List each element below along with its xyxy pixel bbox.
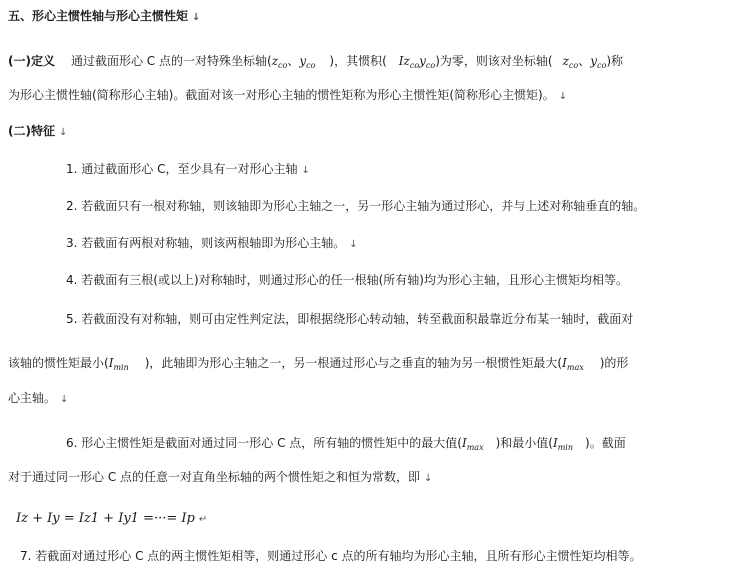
formula: Iz + Iy = Iz1 + Iy1 =···= Ip ↵ [16,511,208,526]
feature-item-4: 4. 若截面有三根(或以上)对称轴时，则通过形心的任一根轴(所有轴)均为形心主轴，且形心主惯矩均相等。 [66,273,628,287]
feature-item-2: 2. 若截面只有一根对称轴，则该轴即为形心主轴之一，另一形心主轴为通过形心，并与上述对称轴垂直的轴。 [66,199,646,213]
section-heading [8,7,200,27]
definition-line-2: 为形心主惯性轴(简称形心主轴)。截面对该一对形心主轴的惯性矩称为形心主惯性矩(简称形心主惯矩)。 ↓ [8,88,568,102]
feature-item-5-line-1: 5. 若截面没有对称轴，则可由定性判定法，即根据绕形心转动轴，转至截面积最靠近分布某一轴时，截面对 [66,312,634,326]
feature-item-1: 1. 通过截面形心 C，至少具有一对形心主轴 ↓ [66,162,310,176]
definition-line-1: (一)定义 通过截面形心 C 点的一对特殊坐标轴($z_{co}$、$y_{co}$ )，其惯积( $Iz_{co}y_{co}$)为零，则该对坐标轴( $z_{co}$、$y_{co}$)称 [8,54,623,70]
features-label: (二)特征 [8,124,55,138]
feature-item-5-line-3: 心主轴。 ↓ [8,391,69,405]
feature-item-3: 3. 若截面有两根对称轴，则该两根轴即为形心主轴。 ↓ [66,236,358,250]
feature-item-6-line-2: 对于通过同一形心 C 点的任意一对直角坐标轴的两个惯性矩之和恒为常数，即 ↓ [8,470,433,484]
features-heading: (二)特征 ↓ [8,124,68,138]
feature-item-5-line-2: 该轴的惯性矩最小($I_{min}$ )，此轴即为形心主轴之一，另一根通过形心与之垂直的轴为另一根惯性矩最大($I_{max}$ )的形 [8,356,629,372]
heading-text: 五、形心主惯性轴与形心主惯性矩 [8,9,189,23]
definition-label: (一)定义 [8,54,55,68]
feature-item-6-line-1: 6. 形心主惯性矩是截面对通过同一形心 C 点，所有轴的惯性矩中的最大值($I_{max}$ )和最小值($I_{min}$ )。截面 [66,436,626,452]
feature-item-7: 7. 若截面对通过形心 C 点的两主惯性矩相等，则通过形心 c 点的所有轴均为形心主轴，且所有形心主惯性矩均相等。 [20,549,642,563]
paragraph-mark: ↓ [192,12,201,23]
